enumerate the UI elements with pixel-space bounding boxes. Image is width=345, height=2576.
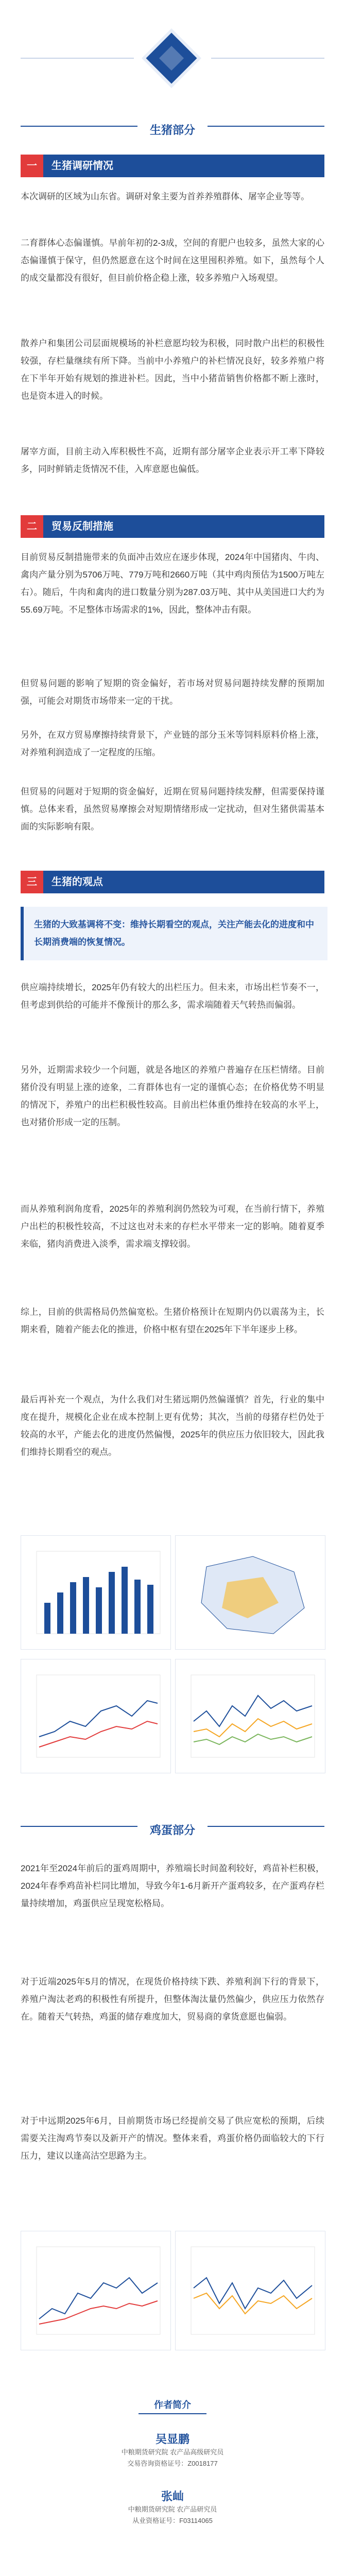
hog-chart-1-plot — [21, 1536, 170, 1649]
author-1-name: 吴显鹏 — [155, 2433, 189, 2446]
egg-paragraph-2: 对于近端2025年5月的情况，在现货价格持续下跌、养殖利润下行的背景下，养殖户淘汰老鸡的积极性有所提升，但整体淘汰量仍然偏少，供应压力依然存在。随着天气转热，鸡蛋的储存难度加大，贸易商的拿货意愿也偏弱。 — [21, 1977, 324, 2022]
section-1-paragraph-4: 屠宰方面，目前主动入库积极性不高，近期有部分屠宰企业表示开工率下降较多，同时鲜销走货情况不佳，入库意愿也偏低。 — [21, 447, 324, 474]
brand-logo-icon — [146, 33, 197, 84]
author-1-org: 中粮期货研究院 农产品高级研究员 — [121, 2448, 224, 2456]
section-1-number: 一 — [21, 155, 43, 177]
section-3-paragraph-4: 综上，目前的供需格局仍然偏宽松。生猪价格预计在短期内仍以震荡为主，长期来看，随着产能去化的推进，价格中枢有望在2025年下半年逐步上移。 — [21, 1307, 324, 1334]
egg-chart-2-plot — [176, 2231, 325, 2350]
author-2-org: 中粮期货研究院 农产品研究员 — [128, 2505, 217, 2513]
hog-key-view: 生猪的大致基调将不变：维持长期看空的观点，关注产能去化的进度和中长期消费端的恢复情况。 — [21, 907, 327, 960]
section-3-paragraph-1: 供应端持续增长，2025年仍有较大的出栏压力。但未来，市场出栏节奏不一，但考虑到供给的可能并不像预计的那么多，需求端随着天气转热而偏弱。 — [21, 982, 324, 1010]
hog-section-title: 生猪部分 — [137, 118, 208, 141]
section-1-paragraph-2: 二育群体心态偏谨慎。早前年初的2-3成，空间的育肥户也较多，虽然大家的心态偏谨慎于保守，但仍然愿意在这个时间在这里囤积养殖。如下，虽然每个人的成交量都没有很好，但目前价格企稳上涨，较多养殖户入场观望。 — [21, 238, 324, 283]
egg-section-title: 鸡蛋部分 — [137, 1819, 208, 1841]
section-3-paragraph-2: 另外，近期需求较少一个问题，就是各地区的养殖户普遍存在压栏情绪。目前猪价没有明显上涨的迹象，二育群体也有一定的谨慎心态；在价格优势不明显的情况下，养殖户的出栏积极性较高。目前出栏体重仍维持在较高的水平上，也对猪价形成一定的压制。 — [21, 1065, 324, 1127]
hog-chart-1 — [21, 1535, 171, 1650]
section-1-paragraph-1: 本次调研的区域为山东省。调研对象主要为首养养殖群体、屠宰企业等等。 — [21, 192, 309, 201]
egg-paragraph-1: 2021年至2024年前后的蛋鸡周期中，养殖端长时间盈利较好，鸡苗补栏积极，2024年春季鸡苗补栏同比增加，导致今年1-6月新开产蛋鸡较多，在产蛋鸡存栏量持续增加，鸡蛋供应呈现宽松格局。 — [21, 1863, 324, 1908]
section-2-title: 贸易反制措施 — [51, 521, 113, 532]
section-3-paragraph-5: 最后再补充一个观点，为什么我们对生猪远期仍然偏谨慎？首先，行业的集中度在提升，规模化企业在成本控制上更有优势；其次，当前的母猪存栏仍处于较高的水平，产能去化的进度仍然偏慢，2025年的供应压力依旧较大，因此我们维持长期看空的观点。 — [21, 1395, 324, 1457]
egg-section-banner — [0, 1819, 345, 1841]
section-1-header — [21, 155, 324, 177]
egg-chart-1-plot — [21, 2231, 170, 2350]
egg-chart-2 — [175, 2231, 325, 2350]
section-1-paragraph-3: 散养户和集团公司层面规模场的补栏意愿均较为积极，同时散户出栏的积极性较强，存栏量继续有所下降。当前中小养殖户的补栏情况良好，较多养殖户将在下半年开始有规划的推进补栏。因此，当中小猪苗销售价格都不断上涨时，也是资本进入的时候。 — [21, 338, 324, 401]
section-3-header — [21, 871, 324, 893]
section-3-paragraph-3: 而从养殖利润角度看，2025年的养殖利润仍然较为可观，在当前行情下，养殖户出栏的积极性较高，不过这也对未来的存栏水平带来一定的影响。随着夏季来临，猪肉消费进入淡季，需求端支撑较弱。 — [21, 1204, 324, 1249]
hog-chart-2 — [175, 1535, 325, 1650]
section-2-number: 二 — [21, 515, 43, 538]
hog-chart-4 — [175, 1659, 325, 1773]
section-2-paragraph-4: 但贸易的问题对于短期的资金偏好，近期在贸易问题持续发酵，但需要保持谨慎。总体来看，虽然贸易摩擦会对短期情绪形成一定扰动，但对生猪供需基本面的实际影响有限。 — [21, 787, 324, 832]
egg-chart-1 — [21, 2231, 171, 2350]
section-2-paragraph-2: 但贸易问题的影响了短期的资金偏好，若市场对贸易问题持续发酵的预期加强，可能会对期货市场带来一定的干扰。 — [21, 679, 324, 706]
section-1-title: 生猪调研情况 — [51, 160, 113, 172]
section-2-paragraph-1: 目前贸易反制措施带来的负面冲击效应在逐步体现，2024年中国猪肉、牛肉、禽肉产量分别为5706万吨、779万吨和2660万吨（其中鸡肉预估为1500万吨左右）。随后，牛肉和禽肉的进口数量分别为287.03万吨、其中从美国进口大约为55.69万吨。不足整体市场需求的1%，因此，整体冲击有限。 — [21, 552, 324, 615]
author-1-cert: 交易咨询资格证号：Z0018177 — [127, 2460, 218, 2467]
section-2-paragraph-3: 另外，在双方贸易摩擦持续背景下，产业链的部分玉米等饲料原料价格上涨，对养殖利润造成了一定程度的压缩。 — [21, 730, 324, 757]
section-3-title: 生猪的观点 — [51, 876, 103, 888]
hog-chart-2-map — [176, 1536, 325, 1649]
author-2-name: 张屾 — [161, 2490, 184, 2503]
hog-section-banner — [0, 118, 345, 141]
hog-chart-3-plot — [21, 1659, 170, 1773]
author-2-cert: 从业资格证号：F03114065 — [132, 2517, 213, 2524]
hog-chart-3 — [21, 1659, 171, 1773]
author-section — [0, 2396, 345, 2527]
section-2-header — [21, 515, 324, 538]
hog-chart-4-plot — [176, 1659, 325, 1773]
logo-area — [0, 36, 345, 93]
egg-paragraph-3: 对于中远期2025年6月，目前期货市场已经提前交易了供应宽松的预期，后续需要关注淘鸡节奏以及新开产的情况。整体来看，鸡蛋价格仍面临较大的下行压力，建议以逢高沽空思路为主。 — [21, 2116, 324, 2161]
author-heading: 作者简介 — [139, 2396, 206, 2414]
section-3-number: 三 — [21, 871, 43, 893]
